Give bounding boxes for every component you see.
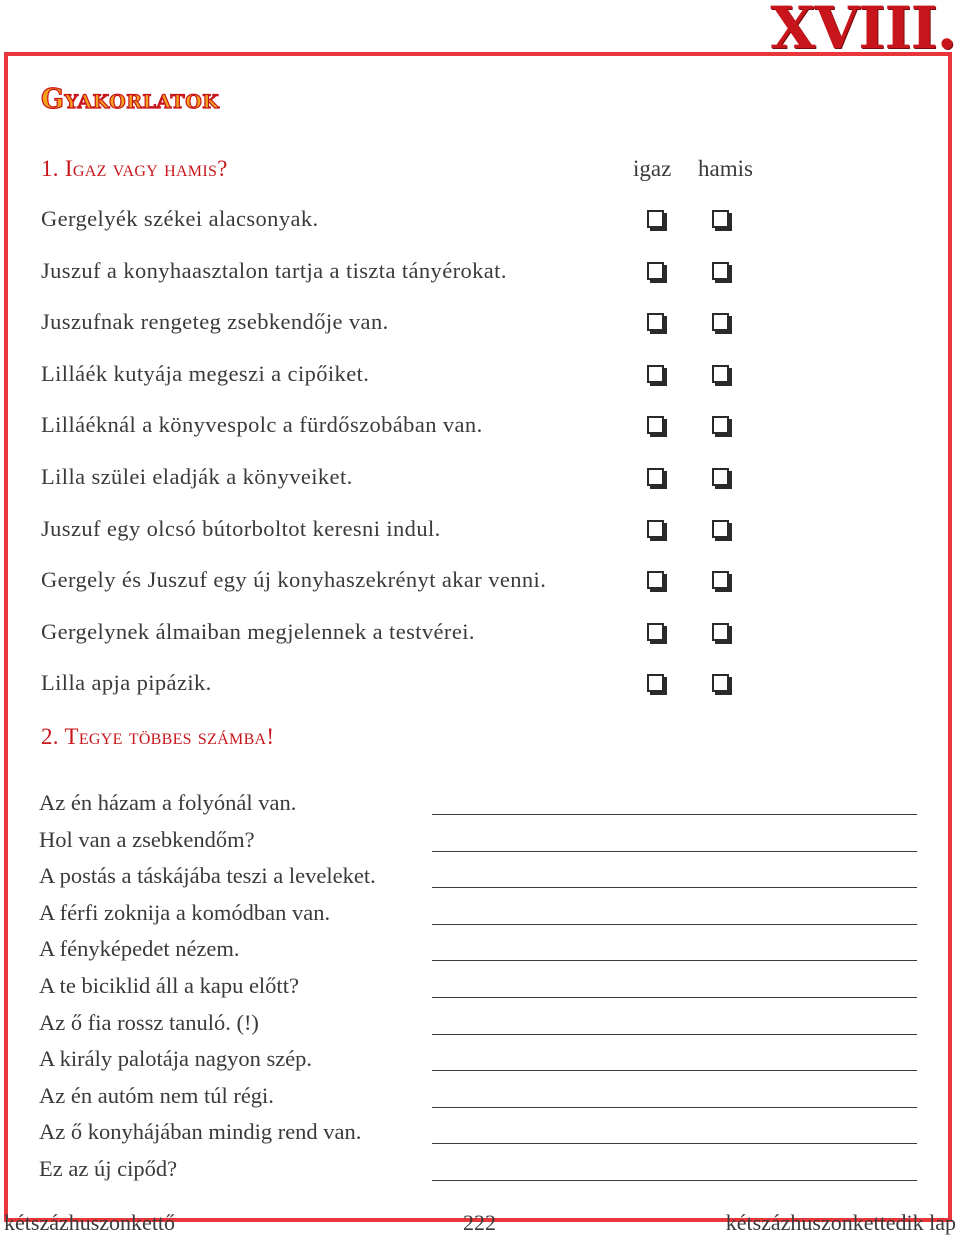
statement-text: Lilla apja pipázik.: [41, 670, 212, 696]
checkbox-false[interactable]: [712, 313, 729, 331]
statement-text: Gergelyék székei alacsonyak.: [41, 206, 319, 231]
checkbox-false[interactable]: [712, 623, 729, 641]
answer-blank[interactable]: [432, 1070, 917, 1071]
statement-text: Juszuf egy olcsó bútorboltot keresni indul.: [41, 515, 441, 541]
column-header-false: hamis: [698, 156, 753, 181]
exercise1-title: 1. Igaz vagy hamis?: [41, 156, 228, 181]
statement-row: [0, 361, 960, 401]
plural-row: [0, 900, 960, 934]
sentence-text: A férfi zoknija a komódban van.: [39, 899, 331, 925]
checkbox-false[interactable]: [712, 674, 729, 692]
statement-row: [0, 309, 960, 349]
checkbox-true[interactable]: [647, 313, 664, 331]
sentence-text: Az én házam a folyónál van.: [39, 790, 297, 815]
exercise2-title: 2. Tegye többes számba!: [41, 724, 275, 749]
chapter-number: XVIII.: [770, 0, 956, 62]
plural-row: [0, 973, 960, 1007]
statement-text: Lilláék kutyája megeszi a cipőiket.: [41, 360, 370, 386]
sentence-text: Hol van a zsebkendőm?: [39, 826, 255, 852]
plural-row: [0, 827, 960, 861]
answer-blank[interactable]: [432, 960, 917, 961]
plural-row: [0, 936, 960, 970]
checkbox-true[interactable]: [647, 365, 664, 383]
plural-row: [0, 1010, 960, 1044]
checkbox-false[interactable]: [712, 416, 729, 434]
statement-row: [0, 516, 960, 556]
checkbox-false[interactable]: [712, 210, 729, 228]
checkbox-true[interactable]: [647, 520, 664, 538]
statement-row: [0, 206, 960, 246]
statement-row: [0, 670, 960, 710]
answer-blank[interactable]: [432, 1034, 917, 1035]
statement-text: Juszuf a konyhaasztalon tartja a tiszta tányérokat.: [41, 257, 507, 283]
statement-text: Lilla szülei eladják a könyveiket.: [41, 464, 353, 489]
statement-text: Gergelynek álmaiban megjelennek a testvérei.: [41, 618, 475, 644]
column-header-true: igaz: [633, 156, 672, 181]
answer-blank[interactable]: [432, 1107, 917, 1108]
sentence-text: Az ő fia rossz tanuló. (!): [39, 1009, 259, 1035]
plural-row: [0, 863, 960, 897]
statement-row: [0, 464, 960, 504]
checkbox-false[interactable]: [712, 571, 729, 589]
answer-blank[interactable]: [432, 1180, 917, 1181]
plural-row: [0, 1046, 960, 1080]
checkbox-true[interactable]: [647, 623, 664, 641]
plural-row: [0, 790, 960, 824]
statement-text: Juszufnak rengeteg zsebkendője van.: [41, 309, 389, 335]
answer-blank[interactable]: [432, 851, 917, 852]
answer-blank[interactable]: [432, 924, 917, 925]
checkbox-true[interactable]: [647, 468, 664, 486]
sentence-text: A te biciklid áll a kapu előtt?: [39, 973, 299, 998]
section-heading: Gyakorlatok: [41, 84, 220, 115]
checkbox-true[interactable]: [647, 210, 664, 228]
footer-left: kétszázhuszonkettő: [4, 1210, 176, 1235]
sentence-text: Ez az új cipőd?: [39, 1156, 178, 1181]
checkbox-false[interactable]: [712, 365, 729, 383]
checkbox-true[interactable]: [647, 571, 664, 589]
checkbox-false[interactable]: [712, 262, 729, 280]
sentence-text: A király palotája nagyon szép.: [39, 1046, 313, 1072]
statement-row: [0, 567, 960, 607]
sentence-text: A fényképedet nézem.: [39, 936, 240, 962]
checkbox-false[interactable]: [712, 520, 729, 538]
answer-blank[interactable]: [432, 997, 917, 998]
plural-row: [0, 1156, 960, 1190]
sentence-text: Az ő konyhájában mindig rend van.: [39, 1119, 362, 1145]
plural-row: [0, 1083, 960, 1117]
plural-row: [0, 1119, 960, 1153]
statement-text: Gergely és Juszuf egy új konyhaszekrényt akar venni.: [41, 567, 547, 593]
answer-blank[interactable]: [432, 814, 917, 815]
checkbox-true[interactable]: [647, 416, 664, 434]
statement-row: [0, 412, 960, 452]
answer-blank[interactable]: [432, 887, 917, 888]
answer-blank[interactable]: [432, 1143, 917, 1144]
footer-right: kétszázhuszonkettedik lap: [725, 1210, 956, 1235]
sentence-text: Az én autóm nem túl régi.: [39, 1082, 274, 1108]
statement-text: Lilláéknál a könyvespolc a fürdőszobában van.: [41, 412, 483, 438]
checkbox-true[interactable]: [647, 674, 664, 692]
checkbox-true[interactable]: [647, 262, 664, 280]
page-number: 222: [463, 1210, 496, 1235]
statement-row: [0, 258, 960, 298]
checkbox-false[interactable]: [712, 468, 729, 486]
statement-row: [0, 619, 960, 659]
sentence-text: A postás a táskájába teszi a leveleket.: [39, 863, 376, 889]
